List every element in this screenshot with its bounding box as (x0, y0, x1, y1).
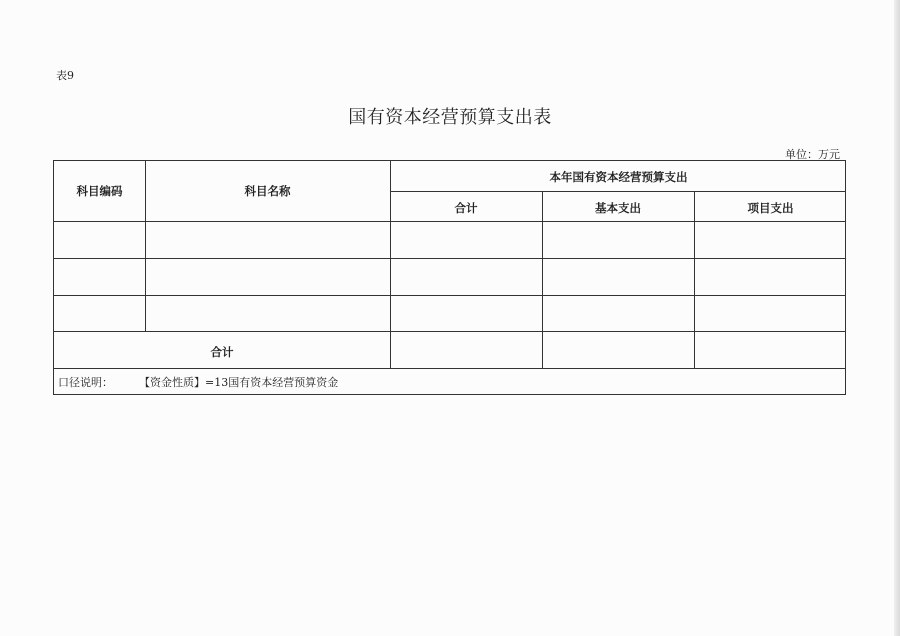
document-title: 国有资本经营预算支出表 (348, 107, 552, 128)
col-divider-total (542, 191, 543, 368)
total-row-label: 合计 (210, 345, 234, 359)
budget-table (53, 160, 846, 395)
caliber-note-text: 【资金性质】=13国有资本经营预算资金 (139, 376, 339, 389)
header-subject-code: 科目编码 (76, 184, 123, 198)
page-edge-shadow (894, 0, 900, 636)
header-expenditure-group: 本年国有资本经营预算支出 (549, 170, 688, 184)
col-divider-basic (694, 191, 695, 368)
table-number-label: 表9 (56, 69, 74, 82)
caliber-note (58, 374, 338, 390)
header-bottom-line (54, 221, 845, 222)
col-divider-name (390, 161, 391, 368)
header-subject-name: 科目名称 (244, 184, 291, 198)
caliber-note-label: 口径说明： (58, 376, 113, 389)
total-row-bottom-line (54, 368, 845, 369)
header-total: 合计 (454, 201, 478, 215)
header-basic-expenditure: 基本支出 (595, 201, 641, 215)
header-group-divider (390, 191, 845, 192)
header-project-expenditure: 项目支出 (747, 201, 794, 215)
unit-label: 单位：万元 (785, 148, 840, 161)
row-divider (54, 295, 845, 296)
row-divider (54, 258, 845, 259)
row-divider (54, 331, 845, 332)
